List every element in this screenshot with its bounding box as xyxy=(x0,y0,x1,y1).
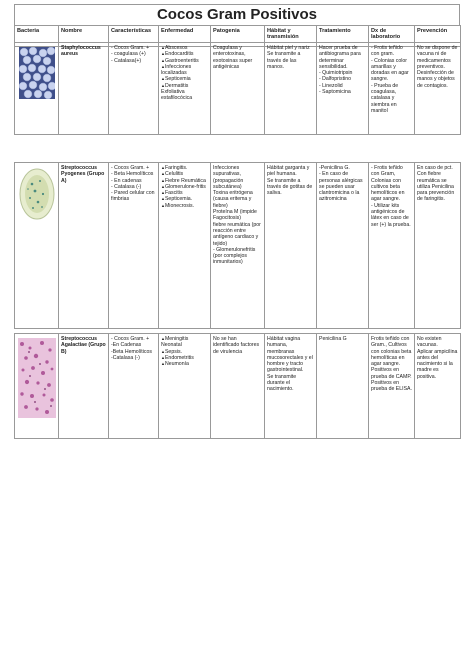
enfermedad-cell: ▲ Abscesos ▲ Endocarditis ▲ Gastroenteritis ▲ Infecciones localizadas ▲ Septicemia ▲ Dermatitis Exfoliativa estafilocócica xyxy=(159,43,211,135)
tratamiento-cell: Penicilina G xyxy=(317,334,369,439)
page-title: Cocos Gram Positivos xyxy=(14,4,460,26)
caracteristicas-cell: - Cocos Gram. + - Beta Hemolíticos - En cadenas - Catalasa (-) - Pared celular con fimbrias xyxy=(109,163,159,329)
dx-cell: - Frotis teñido con gram. - Colonias color amarillas y doradas en agar sangre. - Prueba de coagulasa, catalasa y siembra en manitol xyxy=(369,43,415,135)
enfermedad-cell: ▲ Meningitis Neonatal ▲ Sepsis. ▲ Endometritis ▲ Neumonía xyxy=(159,334,211,439)
streptococcus-agalactiae-micrograph xyxy=(18,338,56,418)
habitat-cell: Hábitat garganta y piel humana. Se transmite a través de gotitas de saliva. xyxy=(265,163,317,329)
patogenia-cell: Infecciones supurativas, (propagación subcutánea) Toxina eritrógena (causa eritema y fiebre) Proteína M (impide Fagocitosis) fiebre reumática (por reacción entre antígeno cardiaco y tejido) - Glomerulonefritis (por complejos inmunitarios) xyxy=(211,163,265,329)
header-prevencion: Prevención xyxy=(415,26,461,47)
header-habitat: Hábitat y transmisión xyxy=(265,26,317,47)
bacteria-image-cell xyxy=(15,163,59,329)
table-row xyxy=(14,333,461,439)
tratamiento-cell: Hacer prueba de antibiograma para determinar sensibilidad. - Quimiotripsin - Dalfopristino - Linezolid - Saptomicina xyxy=(317,43,369,135)
header-patogenia: Patogenia xyxy=(211,26,265,47)
bacteria-image-cell xyxy=(15,334,59,439)
header-dx: Dx de laboratorio xyxy=(369,26,415,47)
streptococcus-pyogenes-colony-image xyxy=(18,167,56,221)
bacteria-name: Streptococcus Agalactiae (Grupo B) xyxy=(59,334,109,439)
patogenia-cell: Coagulasa y enterotoxinas, exotoxinas super antigénicas xyxy=(211,43,265,135)
header-bacteria: Bacteria xyxy=(15,26,59,47)
prevencion-cell: No se dispone de vacuna ni de medicamentos preventivos. Desinfección de manos y objetos de contagios. xyxy=(415,43,461,135)
habitat-cell: Hábitat piel y nariz Se transmite a través de las manos. xyxy=(265,43,317,135)
habitat-cell: Hábitat vagina humana, membranas mucosorectales y el hombre y tracto gastrointestinal. Se transmite durante el nacimiento. xyxy=(265,334,317,439)
caracteristicas-cell: - Cocos Gram. + -En Cadenas -Beta Hemolíticos -Catalasa (-) xyxy=(109,334,159,439)
enfermedad-cell: ▲ Faringitis. ▲ Celulitis ▲ Fiebre Reumática ▲ Glomerulone-fritis ▲ Fascitis ▲ Septicemia. ▲ Mionecrosis. xyxy=(159,163,211,329)
bacteria-name: Streptococcus Pyogenes (Grupo A) xyxy=(59,163,109,329)
prevencion-cell: En caso de pct. Con fiebre reumática se utiliza Penicilina para prevención de faringitis. xyxy=(415,163,461,329)
header-caracteristicas: Características xyxy=(109,26,159,47)
patogenia-cell: No se han identificado factores de virulencia xyxy=(211,334,265,439)
caracteristicas-cell: - Cocos Gram. + - coagulasa (+) - Catalasa(+) xyxy=(109,43,159,135)
bacteria-image-cell xyxy=(15,43,59,135)
header-enfermedad: Enfermedad xyxy=(159,26,211,47)
prevencion-cell: No existen vacunas. Aplicar ampicilina antes del nacimiento si la madre es positiva. xyxy=(415,334,461,439)
header-nombre: Nombre xyxy=(59,26,109,47)
table-row xyxy=(14,42,461,135)
bacteria-name: Staphylococcus aureus xyxy=(59,43,109,135)
header-tratamiento: Tratamiento xyxy=(317,26,369,47)
tratamiento-cell: -Penicilina G. - En caso de personas alérgicas se pueden usar clantromicina o la azitromicina xyxy=(317,163,369,329)
dx-cell: Frotis teñido con Gram., Cultivos con colonias beta hemolíticas en agar sangre. Positivos en prueba de CAMP. Positivos en prueba de ELISA. xyxy=(369,334,415,439)
dx-cell: - Frotis teñido con Gram, Colonias con cultivos beta hemolíticos en agar sangre. - Utilizar kits antigénicos de látex en caso de ser (+) la prueba. xyxy=(369,163,415,329)
table-row xyxy=(14,162,461,329)
staphylococcus-micrograph xyxy=(19,47,55,99)
